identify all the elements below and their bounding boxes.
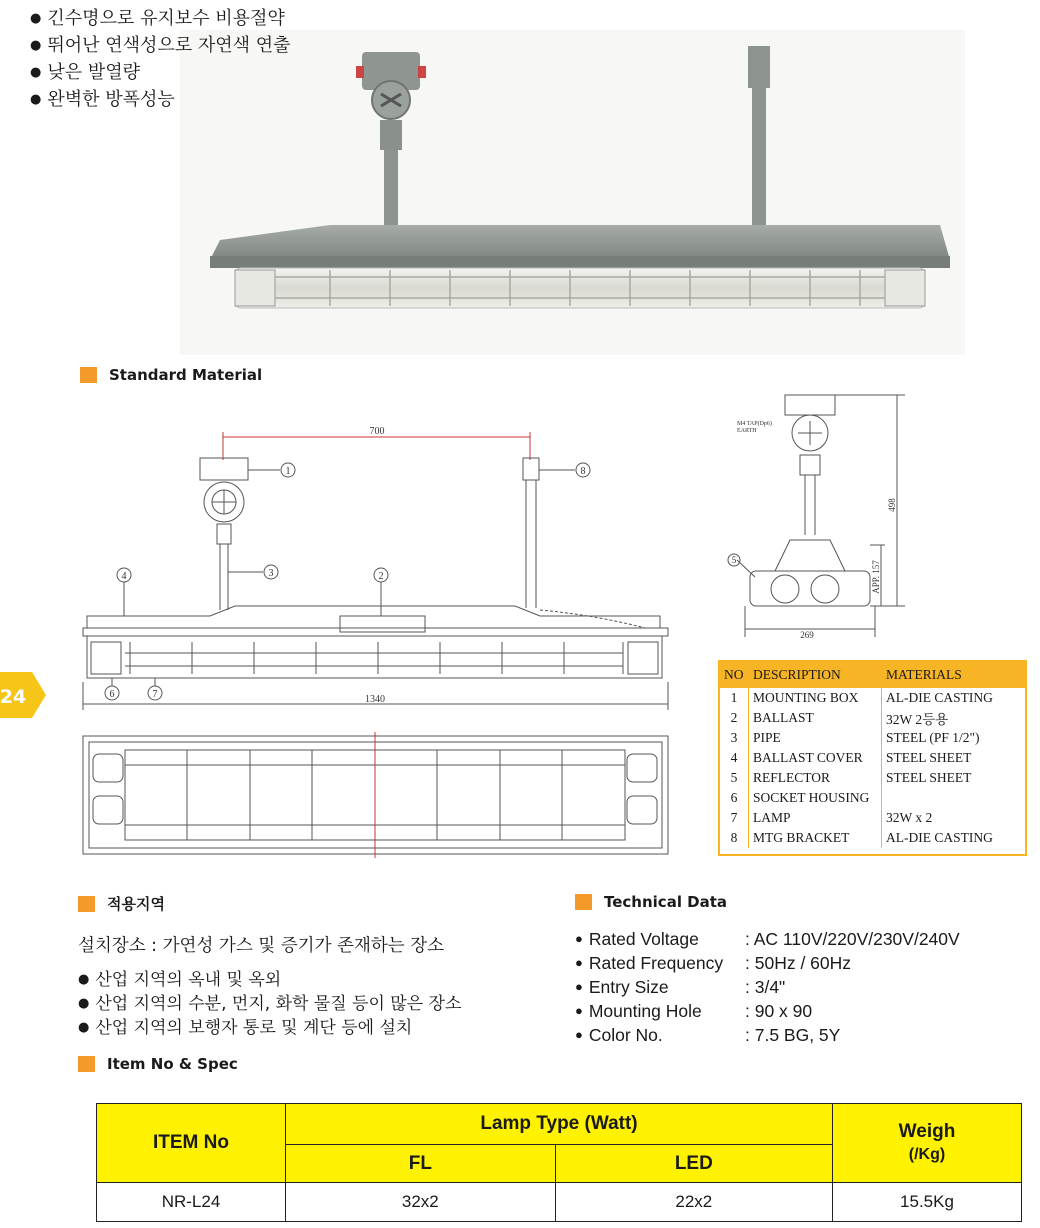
table-row: 7 LAMP 32W x 2 <box>720 808 1025 828</box>
spec-header-lamp: Lamp Type (Watt) <box>286 1104 833 1145</box>
section-marker-icon <box>78 1056 95 1072</box>
earth-label-1: M4 TAP(Dp6) <box>737 421 772 427</box>
table-row: 8 MTG BRACKET AL-DIE CASTING <box>720 828 1025 848</box>
application-location: 설치장소 : 가연성 가스 및 증기가 존재하는 장소 <box>78 936 445 956</box>
side-view-drawing <box>725 385 925 645</box>
technical-drawing <box>75 420 690 860</box>
feature-item: ● 뛰어난 연색성으로 자연색 연출 <box>30 33 291 60</box>
spec-header-weight: Weigh (/Kg) <box>833 1104 1022 1183</box>
feature-item: ● 낮은 발열량 <box>30 60 291 87</box>
spec-header-fl: FL <box>286 1145 556 1182</box>
callout-4: 4 <box>121 571 127 582</box>
dimension-498: 498 <box>887 498 897 512</box>
list-item: ● 산업 지역의 보행자 통로 및 계단 등에 설치 <box>78 1017 461 1041</box>
callout-6: 6 <box>109 689 115 700</box>
materials-table <box>718 660 1027 856</box>
technical-list <box>575 928 960 1048</box>
list-item: ● 산업 지역의 옥내 및 옥외 <box>78 969 461 993</box>
list-item: ● Rated Frequency : 50Hz / 60Hz <box>575 952 960 976</box>
page-number-tab <box>0 672 46 718</box>
earth-label-2: EARTH <box>737 428 757 434</box>
spec-led-value: 22x2 <box>555 1182 832 1221</box>
dimension-1340: 1340 <box>365 694 385 705</box>
section-marker-icon <box>575 894 592 910</box>
section-marker-icon <box>80 367 97 383</box>
materials-header-materials: MATERIALS <box>882 662 1026 688</box>
spec-header-item: ITEM No <box>97 1104 286 1183</box>
spec-header-led: LED <box>555 1145 832 1182</box>
list-item: ● Rated Voltage : AC 110V/220V/230V/240V <box>575 928 960 952</box>
dimension-157: APP. 157 <box>871 560 881 594</box>
page-number: 24 <box>0 686 27 708</box>
table-row: 2 BALLAST 32W 2등용 <box>720 708 1025 728</box>
section-technical-data: Technical Data <box>575 893 727 911</box>
callout-8: 8 <box>580 466 586 477</box>
table-row: 1 MOUNTING BOX AL-DIE CASTING <box>720 688 1025 708</box>
list-item: ● 산업 지역의 수분, 먼지, 화학 물질 등이 많은 장소 <box>78 993 461 1017</box>
list-item: ● Entry Size : 3/4" <box>575 976 960 1000</box>
callout-5: 5 <box>731 555 737 565</box>
list-item: ● Color No. : 7.5 BG, 5Y <box>575 1024 960 1048</box>
section-marker-icon <box>78 896 95 912</box>
callout-7: 7 <box>152 689 158 700</box>
product-photo <box>180 30 965 355</box>
materials-header-description: DESCRIPTION <box>749 662 882 688</box>
table-row: 6 SOCKET HOUSING <box>720 788 1025 808</box>
table-row: 3 PIPE STEEL (PF 1/2") <box>720 728 1025 748</box>
table-row: 4 BALLAST COVER STEEL SHEET <box>720 748 1025 768</box>
feature-item: ● 완벽한 방폭성능 <box>30 87 291 114</box>
callout-3: 3 <box>268 568 274 579</box>
section-standard-material: Standard Material <box>80 366 262 384</box>
application-list <box>78 969 461 1041</box>
list-item: ● Mounting Hole : 90 x 90 <box>575 1000 960 1024</box>
callout-1: 1 <box>285 466 291 477</box>
table-row: 5 REFLECTOR STEEL SHEET <box>720 768 1025 788</box>
spec-table <box>96 1103 1022 1222</box>
spec-item-no: NR-L24 <box>97 1182 286 1221</box>
dimension-269: 269 <box>800 630 814 640</box>
callout-2: 2 <box>378 571 384 582</box>
feature-list <box>30 6 291 114</box>
feature-item: ● 긴수명으로 유지보수 비용절약 <box>30 6 291 33</box>
spec-fl-value: 32x2 <box>286 1182 556 1221</box>
table-row <box>97 1182 1022 1221</box>
spec-weight-value: 15.5Kg <box>833 1182 1022 1221</box>
materials-header-no: NO <box>720 662 749 688</box>
dimension-700: 700 <box>369 426 385 437</box>
section-application: 적용지역 <box>78 893 165 914</box>
section-item-spec: Item No & Spec <box>78 1055 238 1073</box>
